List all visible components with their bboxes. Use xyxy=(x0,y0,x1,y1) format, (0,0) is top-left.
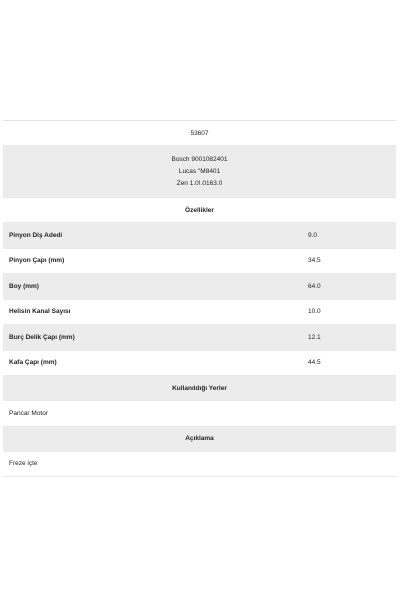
usage-row xyxy=(3,401,396,427)
spec-label: Pinyon Çapı (mm) xyxy=(9,257,65,265)
description-row xyxy=(3,452,396,478)
product-code: 53607 xyxy=(190,129,209,137)
spec-value: 44.5 xyxy=(308,359,321,367)
oem-codes-row xyxy=(3,146,396,198)
spec-label: Burç Delik Çapı (mm) xyxy=(9,333,75,341)
usage-heading xyxy=(3,376,396,401)
features-title: Özellikler xyxy=(185,206,214,214)
spec-label: Kafa Çapı (mm) xyxy=(9,359,57,367)
usage-text: Pancar Motor xyxy=(9,409,49,417)
spec-label: Boy (mm) xyxy=(9,282,39,290)
product-code-row xyxy=(3,121,396,146)
spec-value: 12.1 xyxy=(308,333,321,341)
spec-label: Pinyon Diş Adedi xyxy=(9,231,63,239)
oem-code: Lucas "M8401 xyxy=(178,168,221,175)
description-text: Freze içte xyxy=(9,460,38,468)
spec-row xyxy=(3,351,396,377)
usage-title: Kullanıldığı Yerler xyxy=(172,384,227,392)
spec-value: 34.5 xyxy=(308,257,321,265)
oem-code: Zen 1.0!.0163.0 xyxy=(176,180,223,187)
spec-value: 64.0 xyxy=(308,282,321,290)
features-heading xyxy=(3,198,396,223)
spec-value: 10.0 xyxy=(308,308,321,316)
oem-code: Bosch 9001082401 xyxy=(171,156,228,163)
spec-row xyxy=(3,223,396,249)
spec-row xyxy=(3,249,396,275)
spec-row xyxy=(3,325,396,351)
product-spec-table xyxy=(3,120,396,477)
description-title: Açıklama xyxy=(185,435,214,442)
spec-row xyxy=(3,274,396,300)
spec-value: 9.0 xyxy=(308,231,318,239)
spec-label: Helisin Kanal Sayısı xyxy=(9,308,71,316)
description-heading xyxy=(3,427,396,452)
spec-row xyxy=(3,300,396,326)
